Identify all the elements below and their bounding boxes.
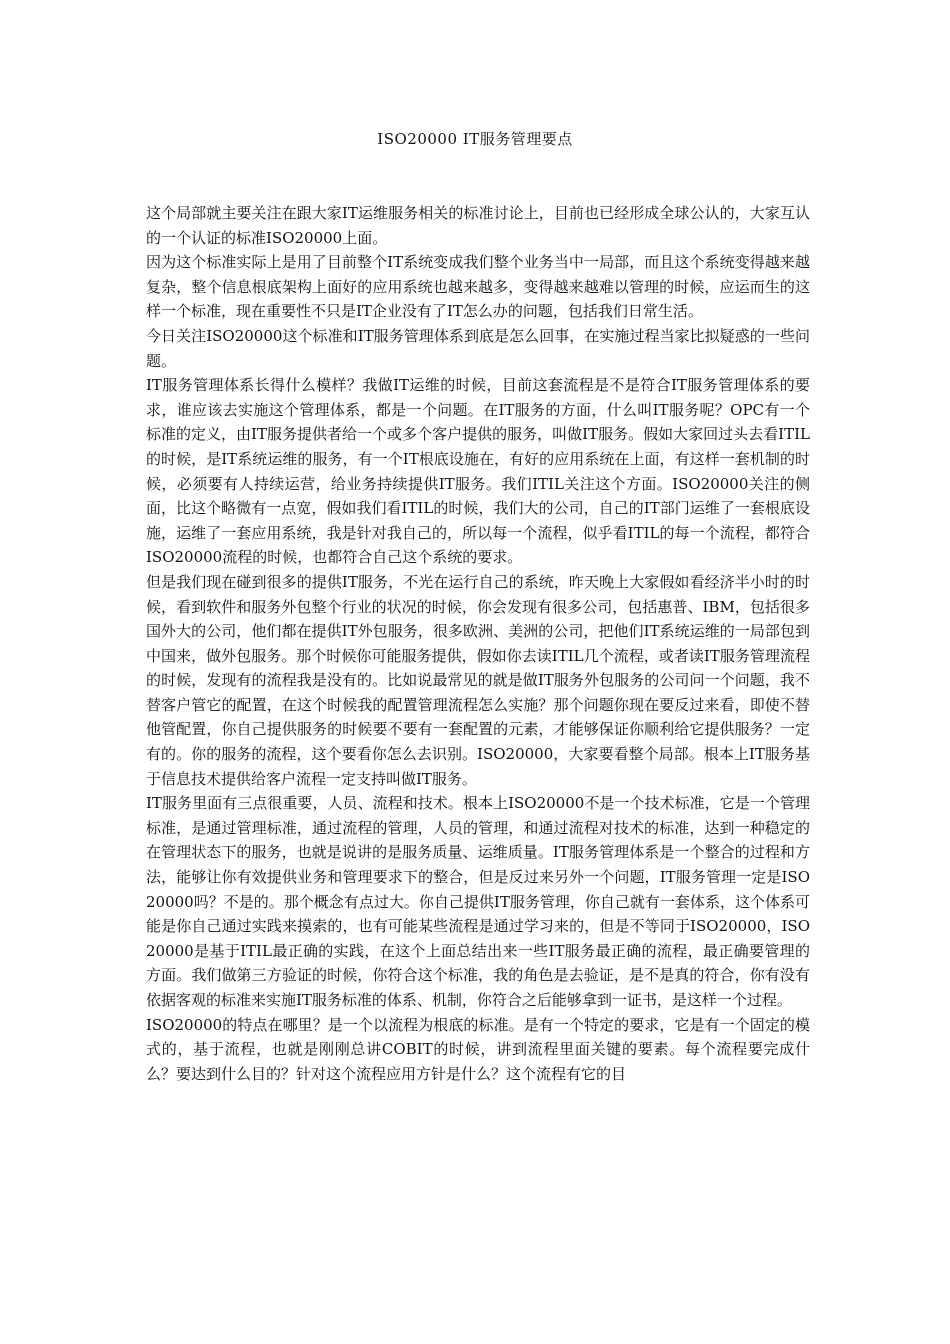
document-body	[146, 201, 810, 1086]
paragraph-2: 因为这个标准实际上是用了目前整个IT系统变成我们整个业务当中一局部，而且这个系统变得越来越复杂，整个信息根底架构上面好的应用系统也越来越多，变得越来越难以管理的时候，应运而生的这样一个标准，现在重要性不只是IT企业没有了IT怎么办的问题，包括我们日常生活。	[146, 253, 810, 321]
paragraph-7: ISO20000的特点在哪里？是一个以流程为根底的标准。是有一个特定的要求，它是有一个固定的模式的，基于流程，也就是刚刚总讲COBIT的时候，讲到流程里面关键的要素。每个流程要完成什么？要达到什么目的？针对这个流程应用方针是什么？这个流程有它的目	[146, 1015, 810, 1083]
paragraph-4: IT服务管理体系长得什么模样？我做IT运维的时候，目前这套流程是不是符合IT服务管理体系的要求，谁应该去实施这个管理体系，都是一个问题。在IT服务的方面，什么叫IT服务呢？OPC有一个标准的定义，由IT服务提供者给一个或多个客户提供的服务，叫做IT服务。假如大家回过头去看ITIL的时候，是IT系统运维的服务，有一个IT根底设施在，有好的应用系统在上面，有这样一套机制的时候，必须要有人持续运营，给业务持续提供IT服务。我们ITIL关注这个方面。ISO20000关注的侧面，比这个略微有一点宽，假如我们看ITIL的时候，我们大的公司，自己的IT部门运维了一套根底设施，运维了一套应用系统，我是针对我自己的，所以每一个流程，似乎看ITIL的每一个流程，都符合ISO20000流程的时候，也都符合自己这个系统的要求。	[146, 376, 810, 567]
paragraph-5: 但是我们现在碰到很多的提供IT服务，不光在运行自己的系统，昨天晚上大家假如看经济半小时的时候，看到软件和服务外包整个行业的状况的时候，你会发现有很多公司，包括惠普、IBM，包括很多国外大的公司，他们都在提供IT外包服务，很多欧洲、美洲的公司，把他们IT系统运维的一局部包到中国来，做外包服务。那个时候你可能服务提供，假如你去读ITIL几个流程，或者读IT服务管理流程的时候，发现有的流程我是没有的。比如说最常见的就是做IT服务外包服务的公司问一个问题，我不替客户管它的配置，在这个时候我的配置管理流程怎么实施？那个问题你现在要反过来看，即使不替他管配置，你自己提供服务的时候要不要有一套配置的元素，才能够保证你顺利给它提供服务？一定有的。你的服务的流程，这个要看你怎么去识别。ISO20000，大家要看整个局部。根本上IT服务基于信息技术提供给客户流程一定支持叫做IT服务。	[146, 572, 810, 788]
paragraph-1: 这个局部就主要关注在跟大家IT运维服务相关的标准讨论上，目前也已经形成全球公认的，大家互认的一个认证的标准ISO20000上面。	[146, 204, 810, 247]
paragraph-3: 今日关注ISO20000这个标准和IT服务管理体系到底是怎么回事，在实施过程当家比拟疑惑的一些问题。	[146, 326, 810, 370]
paragraph-6: IT服务里面有三点很重要，人员、流程和技术。根本上ISO20000不是一个技术标准，它是一个管理标准，是通过管理标准，通过流程的管理，人员的管理，和通过流程对技术的标准，达到一种稳定的在管理状态下的服务，也就是说讲的是服务质量、运维质量。IT服务管理体系是一个整合的过程和方法，能够让你有效提供业务和管理要求下的整合，但是反过来另外一个问题，IT服务管理一定是ISO20000吗？不是的。那个概念有点过大。你自己提供IT服务管理，你自己就有一套体系，这个体系可能是你自己通过实践来摸索的，也有可能某些流程是通过学习来的，但是不等同于ISO20000，ISO20000是基于ITIL最正确的实践，在这个上面总结出来一些IT服务最正确的流程，最正确要管理的方面。我们做第三方验证的时候，你符合这个标准，我的角色是去验证，是不是真的符合，你有没有依据客观的标准来实施IT服务标准的体系、机制，你符合之后能够拿到一证书，是这样一个过程。	[146, 794, 810, 1009]
document-title: ISO20000 IT服务管理要点	[377, 130, 573, 148]
